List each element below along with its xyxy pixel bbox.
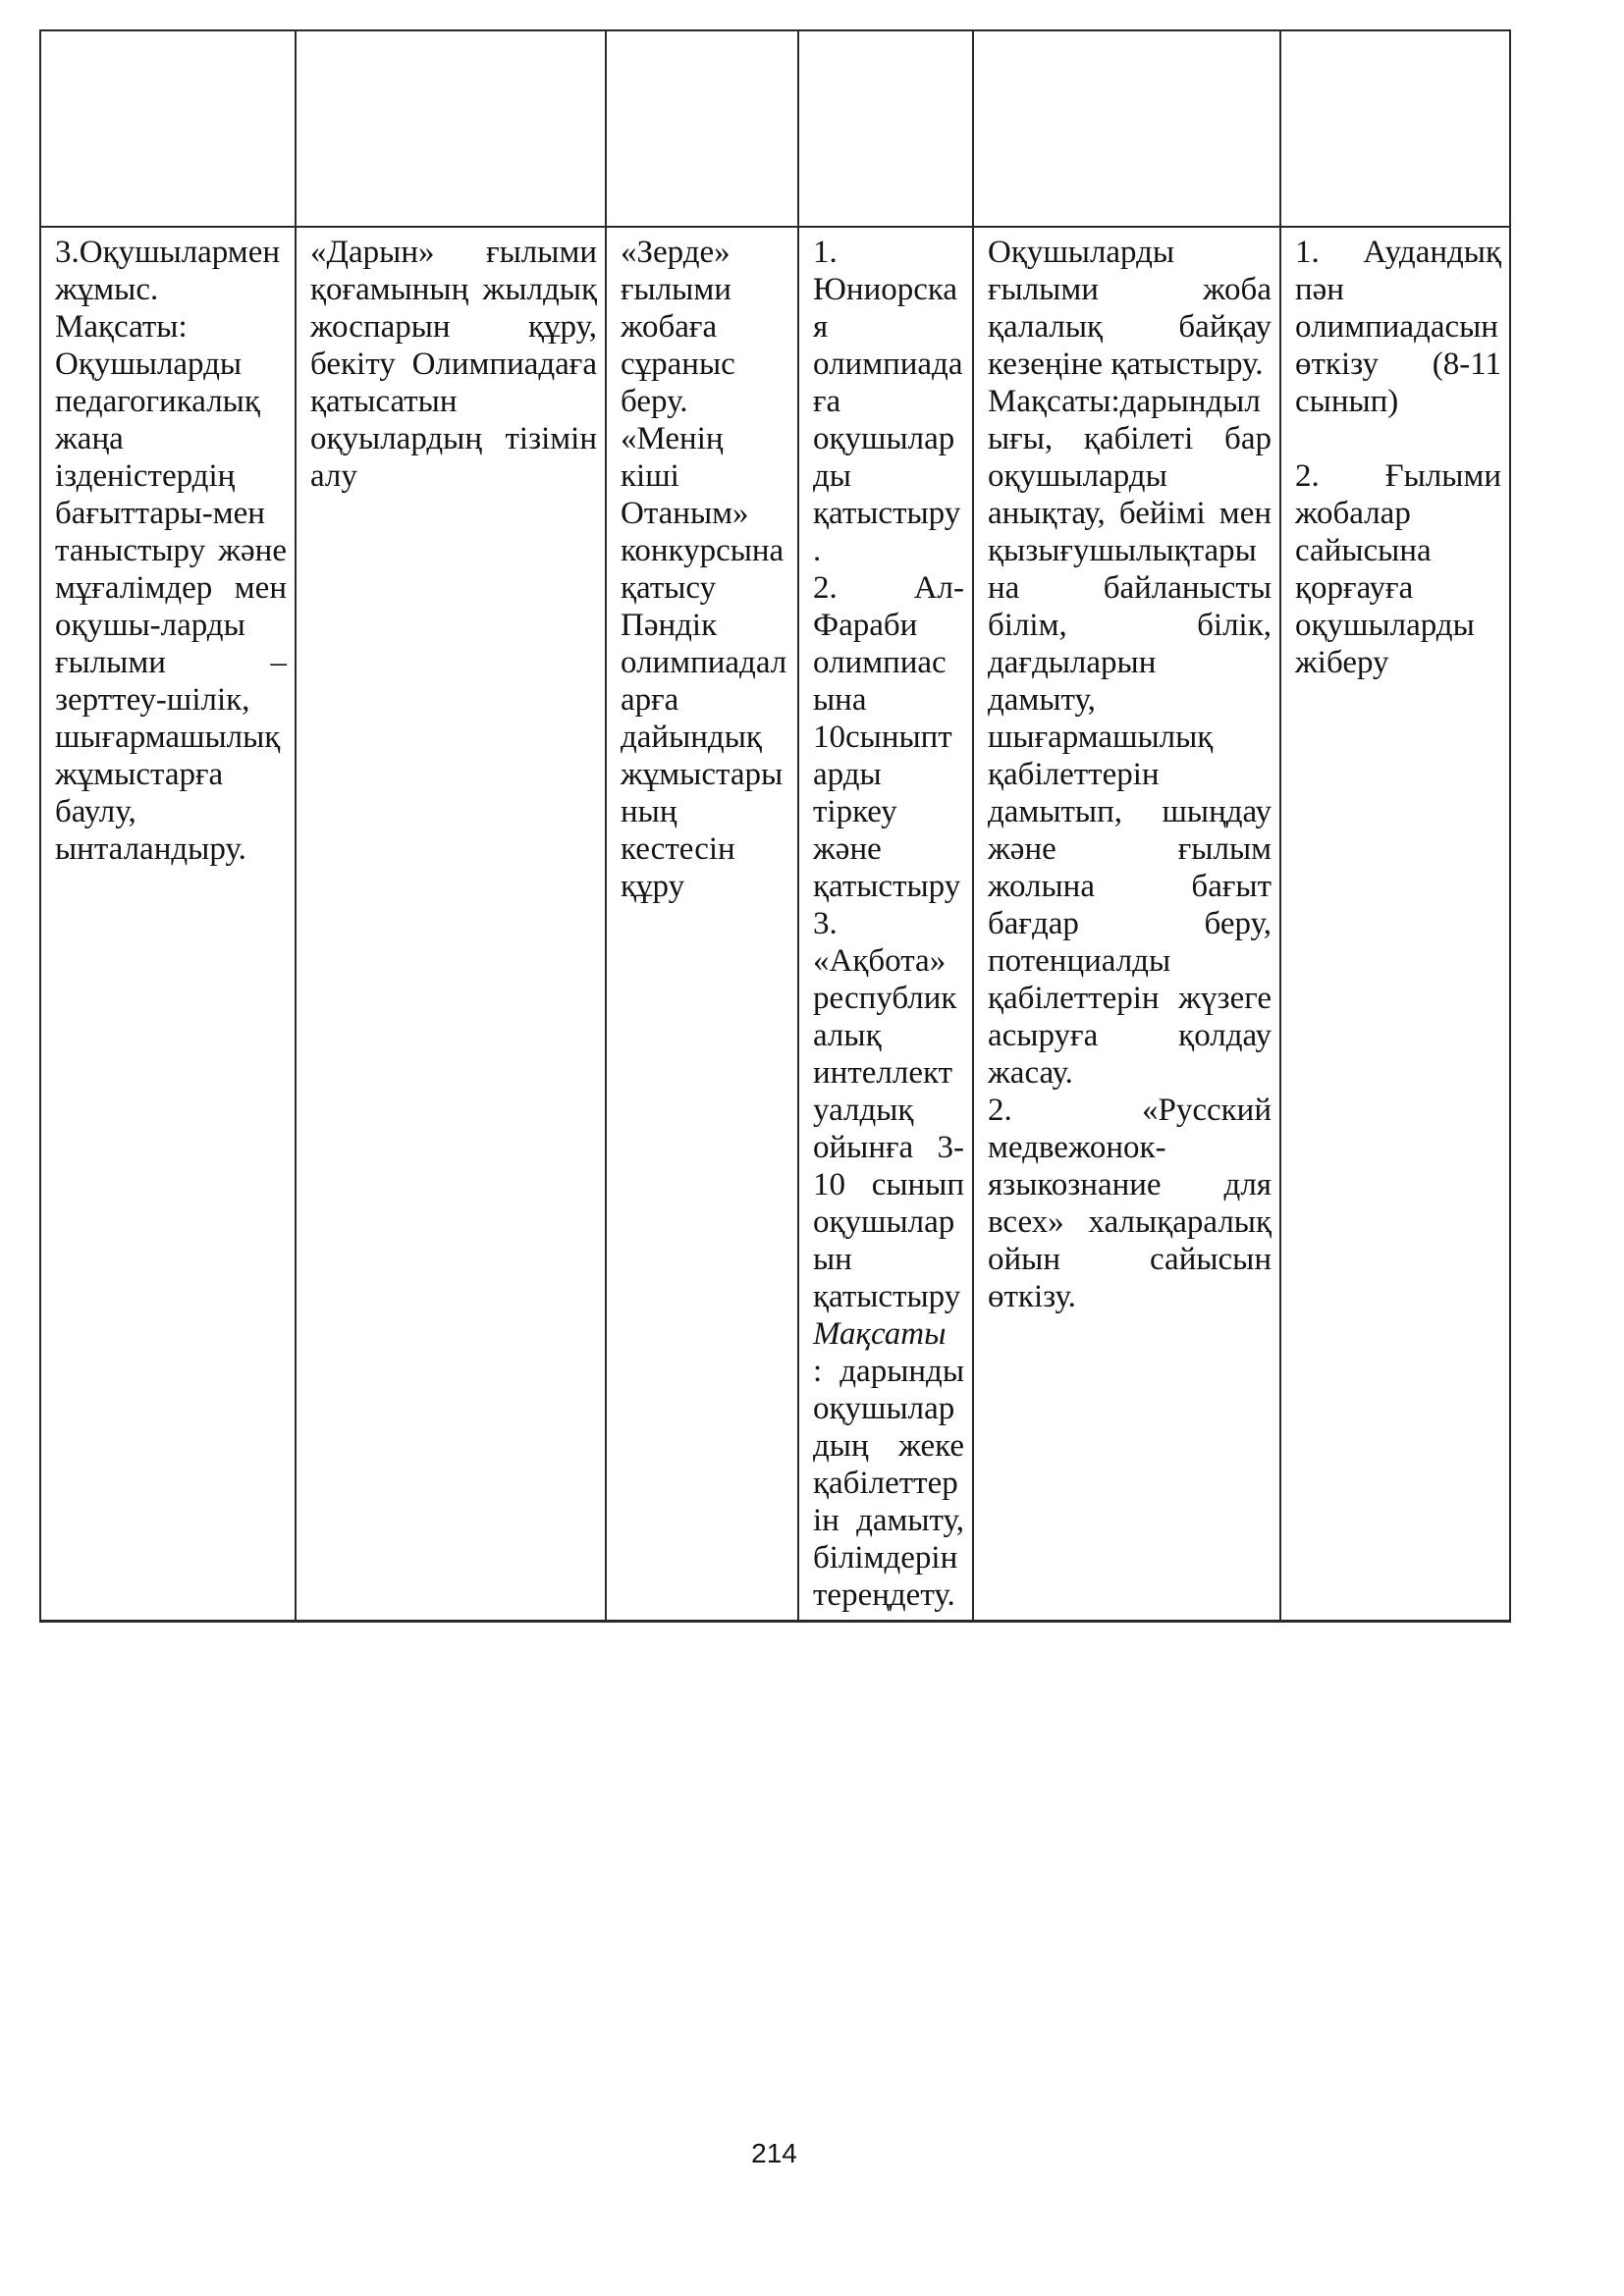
empty-cell-2 bbox=[296, 30, 606, 227]
table-row-content bbox=[40, 227, 1510, 1622]
paragraph: Пәндік олимпиадаларға дайындық жұмыстарының кестесін құру bbox=[621, 608, 787, 904]
cell-city-contest bbox=[973, 227, 1280, 1622]
paragraph: Мақсаты: bbox=[55, 309, 188, 345]
cell-olympiads bbox=[798, 227, 973, 1622]
paragraph: 1. Аудандық пән олимпиадасын өткізу (8-11 сынып) bbox=[1295, 235, 1501, 419]
paragraph: 1. Юниорская олимпиадаға оқушыларды қатыстыру. bbox=[813, 235, 963, 568]
paragraph: 2. «Русский медвежонок-языкознание для всех» халықаралық ойын сайысын өткізу. bbox=[988, 1093, 1272, 1314]
paragraph: : дарынды оқушылардың жеке қабілеттерін дамыту, білімдерін тереңдету. bbox=[813, 1354, 964, 1613]
paragraph bbox=[813, 1315, 964, 1353]
cell-district-olympiad bbox=[1280, 227, 1510, 1622]
paragraph: 3.Оқушылармен жұмыс. bbox=[55, 235, 281, 307]
work-plan-table bbox=[39, 29, 1511, 1623]
paragraph: 3. «Ақбота» республикалық интеллектуалдық ойынға 3-10 сынып оқушыларын қатыстыру bbox=[813, 906, 964, 1314]
empty-cell-5 bbox=[973, 30, 1280, 227]
paragraph: «Дарын» ғылыми қоғамының жылдық жоспарын құру, бекіту Олимпиадаға қатысатын оқуылардың тізімін алу bbox=[310, 235, 597, 494]
empty-cell-6 bbox=[1280, 30, 1510, 227]
cell-students-work bbox=[40, 227, 296, 1622]
goal-label: Мақсаты bbox=[813, 1316, 947, 1352]
empty-cell-3 bbox=[606, 30, 798, 227]
page-number: 214 bbox=[751, 2138, 797, 2168]
paragraph: Оқушыларды ғылыми жоба қалалық байқау кезеңіне қатыстыру. bbox=[988, 235, 1272, 382]
paragraph: 2. Ғылыми жобалар сайысына қорғауға оқушыларды жіберу bbox=[1295, 458, 1501, 680]
table-row-empty bbox=[40, 30, 1510, 227]
cell-zerde-project bbox=[606, 227, 798, 1622]
paragraph: «Менің кіші Отаным» конкурсына қатысу bbox=[621, 421, 785, 606]
paragraph-gap bbox=[1295, 420, 1501, 457]
cell-daryn-society bbox=[296, 227, 606, 1622]
empty-cell-1 bbox=[40, 30, 296, 227]
empty-cell-4 bbox=[798, 30, 973, 227]
paragraph: 2. Ал-Фараби олимпиасына 10сыныптарды тіркеу және қатыстыру bbox=[813, 570, 964, 904]
paragraph: Оқушыларды педагогикалық жаңа ізденістердің бағыттары-мен таныстыру және мұғалімдер мен оқушы-ларды ғылыми – зерттеу-шілік, шығармашылық жұмыстарға баулу, ынталандыру. bbox=[55, 347, 287, 867]
paragraph: Мақсаты:дарындылығы, қабілеті бар оқушыларды анықтау, бейімі мен қызығушылықтарына байланысты білім, білік, дағдыларын дамыту, шығармашылық қабілеттерін дамытып, шыңдау және ғылым жолына бағыт бағдар беру, потенциалды қабілеттерін жүзеге асыруға қолдау жасау. bbox=[988, 384, 1272, 1091]
paragraph: «Зерде» ғылыми жобаға сұраныс беру. bbox=[621, 235, 735, 419]
